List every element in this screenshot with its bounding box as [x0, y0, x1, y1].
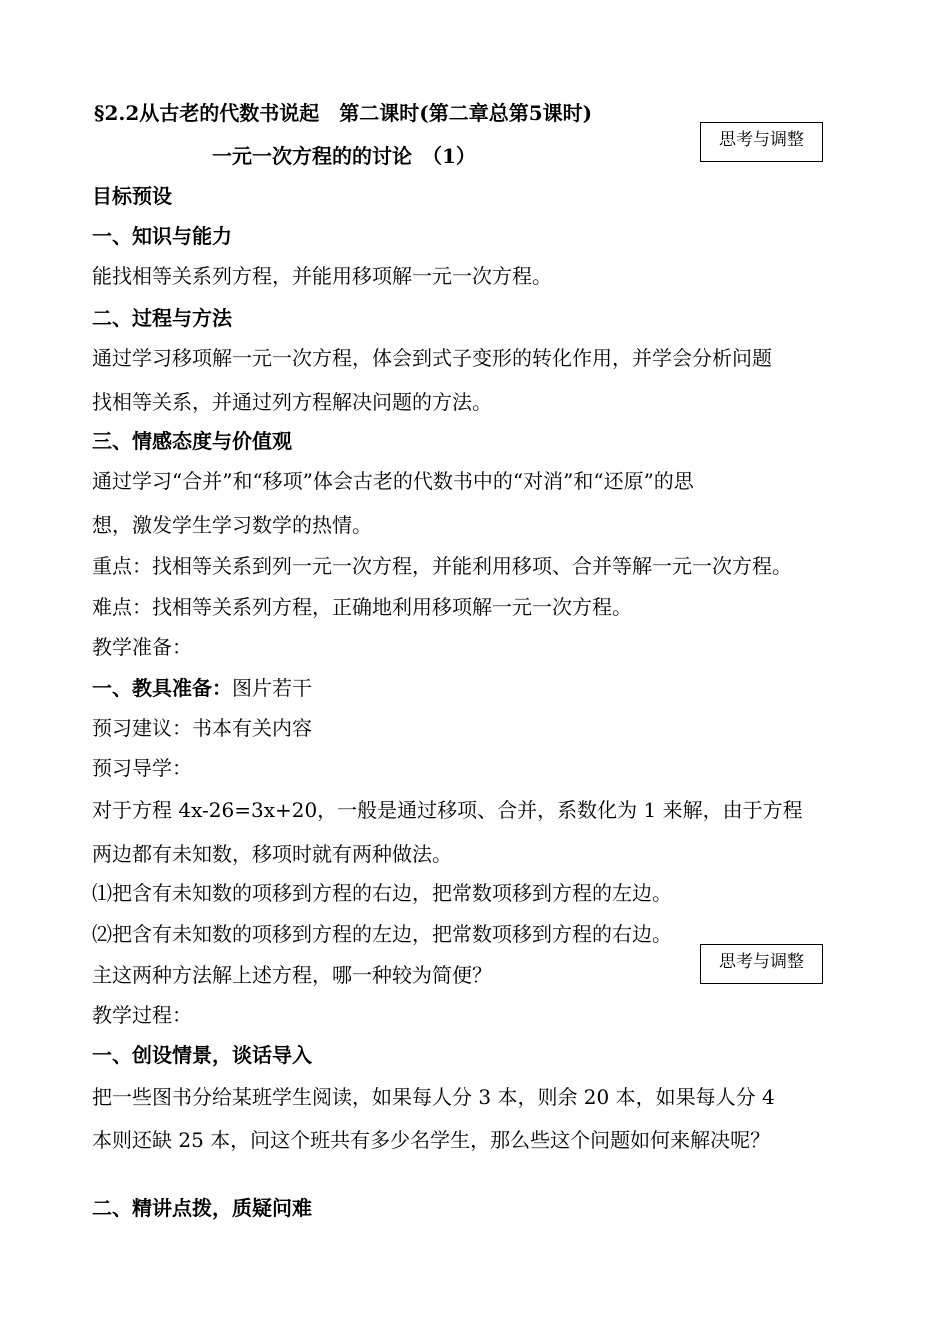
guide-text-1: 对于方程 4x-26=3x+20，一般是通过移项、合并，系数化为 1 来解，由于方程 [92, 798, 803, 822]
step1-text-2: 本则还缺 25 本，问这个班共有多少名学生，那么些这个问题如何来解决呢？ [92, 1128, 771, 1152]
option-2: ⑵把含有未知数的项移到方程的左边，把常数项移到方程的右边。 [92, 922, 672, 946]
knowledge-text: 能找相等关系列方程，并能用移项解一元一次方程。 [92, 264, 552, 288]
side-note-box: 思考与调整 [700, 122, 823, 162]
step1-heading: 一、创设情景，谈话导入 [92, 1043, 312, 1067]
tools-text: 图片若干 [232, 676, 312, 700]
teaching-process-heading: 教学过程： [92, 1003, 192, 1027]
knowledge-heading: 一、知识与能力 [92, 224, 232, 248]
preparation-heading: 教学准备： [92, 635, 192, 659]
preview-guide-heading: 预习导学： [92, 756, 192, 780]
objectives-heading: 目标预设 [92, 184, 172, 208]
preview-suggestion: 预习建议：书本有关内容 [92, 716, 312, 740]
key-point: 重点：找相等关系到列一元一次方程，并能利用移项、合并等解一元一次方程。 [92, 554, 792, 578]
tools-line [92, 675, 312, 701]
lesson-subtitle: 一元一次方程的的讨论 （1） [212, 144, 476, 168]
emotion-heading: 三、情感态度与价值观 [92, 429, 292, 453]
step1-text-1: 把一些图书分给某班学生阅读，如果每人分 3 本，则余 20 本，如果每人分 4 [92, 1085, 775, 1109]
step2-heading: 二、精讲点拨，质疑问难 [92, 1196, 312, 1220]
process-method-text-2: 找相等关系，并通过列方程解决问题的方法。 [92, 390, 492, 414]
side-note-box-2: 思考与调整 [700, 944, 823, 984]
process-method-heading: 二、过程与方法 [92, 306, 232, 330]
method-question: 主这两种方法解上述方程，哪一种较为简便？ [92, 963, 492, 987]
option-1: ⑴把含有未知数的项移到方程的右边，把常数项移到方程的左边。 [92, 881, 672, 905]
tools-label: 一、教具准备： [92, 676, 232, 700]
emotion-text-1: 通过学习“合并”和“移项”体会古老的代数书中的“对消”和“还原”的思 [92, 469, 694, 493]
emotion-text-2: 想，激发学生学习数学的热情。 [92, 513, 372, 537]
lesson-title: §2.2从古老的代数书说起 第二课时(第二章总第5课时) [94, 101, 593, 125]
process-method-text-1: 通过学习移项解一元一次方程，体会到式子变形的转化作用，并学会分析问题 [92, 346, 772, 370]
guide-text-2: 两边都有未知数，移项时就有两种做法。 [92, 842, 452, 866]
difficult-point: 难点：找相等关系列方程，正确地利用移项解一元一次方程。 [92, 595, 632, 619]
